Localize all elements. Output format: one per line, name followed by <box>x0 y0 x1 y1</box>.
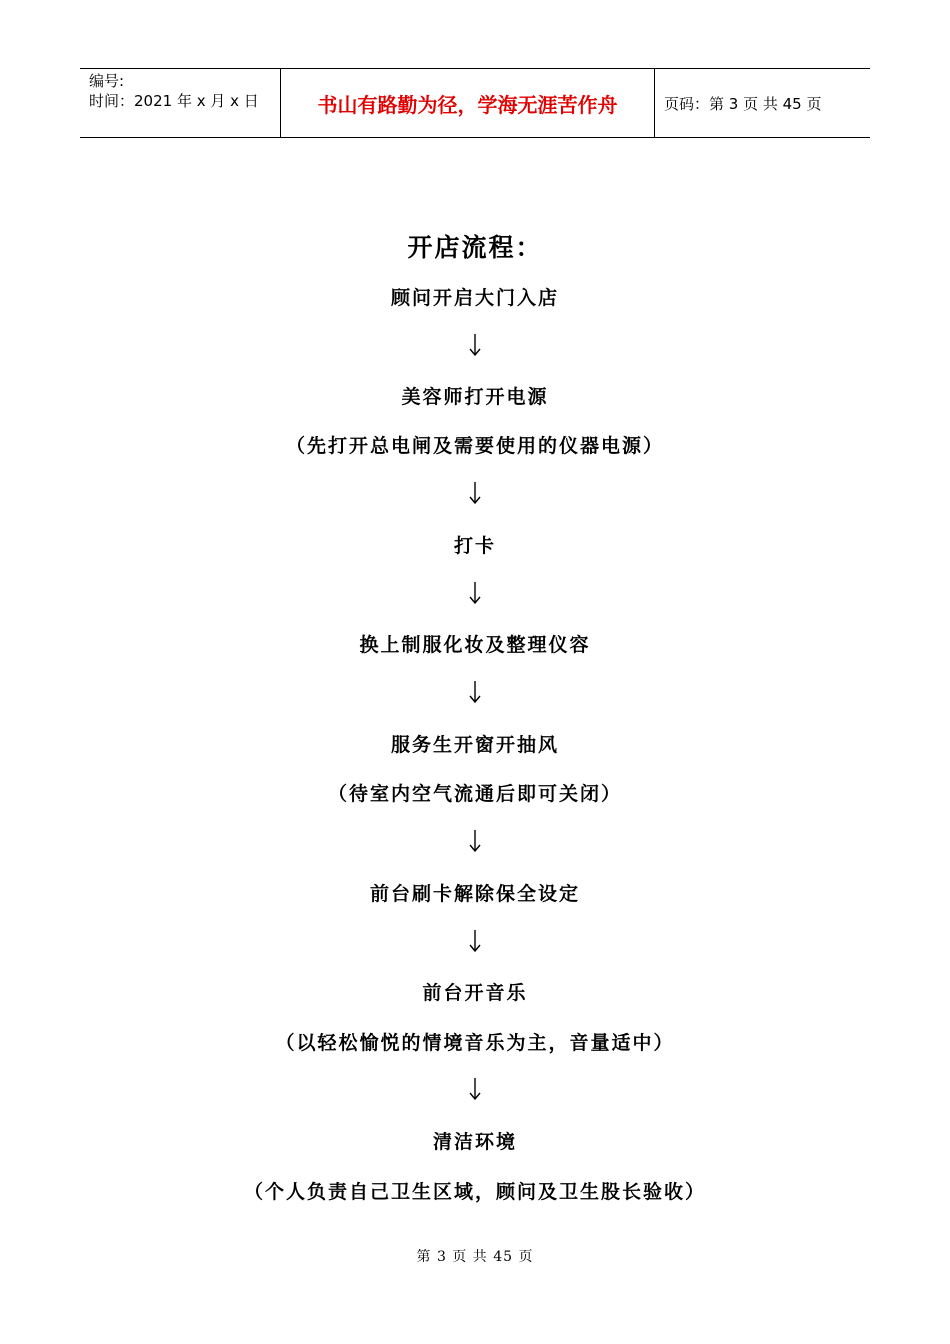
page-info: 页码：第 3 页 共 45 页 <box>664 94 822 113</box>
page-footer: 第 3 页 共 45 页 <box>416 1249 534 1265</box>
header-page-cell <box>655 69 870 137</box>
document-title: 开店流程： <box>407 233 543 262</box>
step-7: 前台开音乐 <box>422 982 528 1004</box>
page-header <box>80 68 870 138</box>
step-6: 前台刷卡解除保全设定 <box>369 883 580 905</box>
step-8: 清洁环境 <box>432 1131 517 1153</box>
down-arrow-icon <box>466 333 484 357</box>
down-arrow-icon <box>466 680 484 704</box>
number-label: 编号: <box>89 72 125 90</box>
time-label: 时间：2021 年 x 月 x 日 <box>89 92 259 110</box>
step-3: 打卡 <box>453 535 496 557</box>
header-motto-cell <box>281 69 655 137</box>
motto-text: 书山有路勤为径，学海无涯苦作舟 <box>317 92 618 117</box>
step-8-note: （个人负责自己卫生区域，顾问及卫生股长验收） <box>243 1181 706 1203</box>
down-arrow-icon <box>466 1077 484 1101</box>
step-1: 顾问开启大门入店 <box>390 287 559 309</box>
step-5-note: （待室内空气流通后即可关闭） <box>327 783 622 805</box>
down-arrow-icon <box>466 581 484 605</box>
step-5: 服务生开窗开抽风 <box>390 734 559 756</box>
down-arrow-icon <box>466 829 484 853</box>
step-2-note: （先打开总电闸及需要使用的仪器电源） <box>285 435 664 457</box>
down-arrow-icon <box>466 481 484 505</box>
step-4: 换上制服化妆及整理仪容 <box>359 634 591 656</box>
step-7-note: （以轻松愉悦的情境音乐为主，音量适中） <box>275 1032 675 1054</box>
step-2: 美容师打开电源 <box>401 386 549 408</box>
header-left-cell <box>80 69 281 137</box>
down-arrow-icon <box>466 929 484 953</box>
